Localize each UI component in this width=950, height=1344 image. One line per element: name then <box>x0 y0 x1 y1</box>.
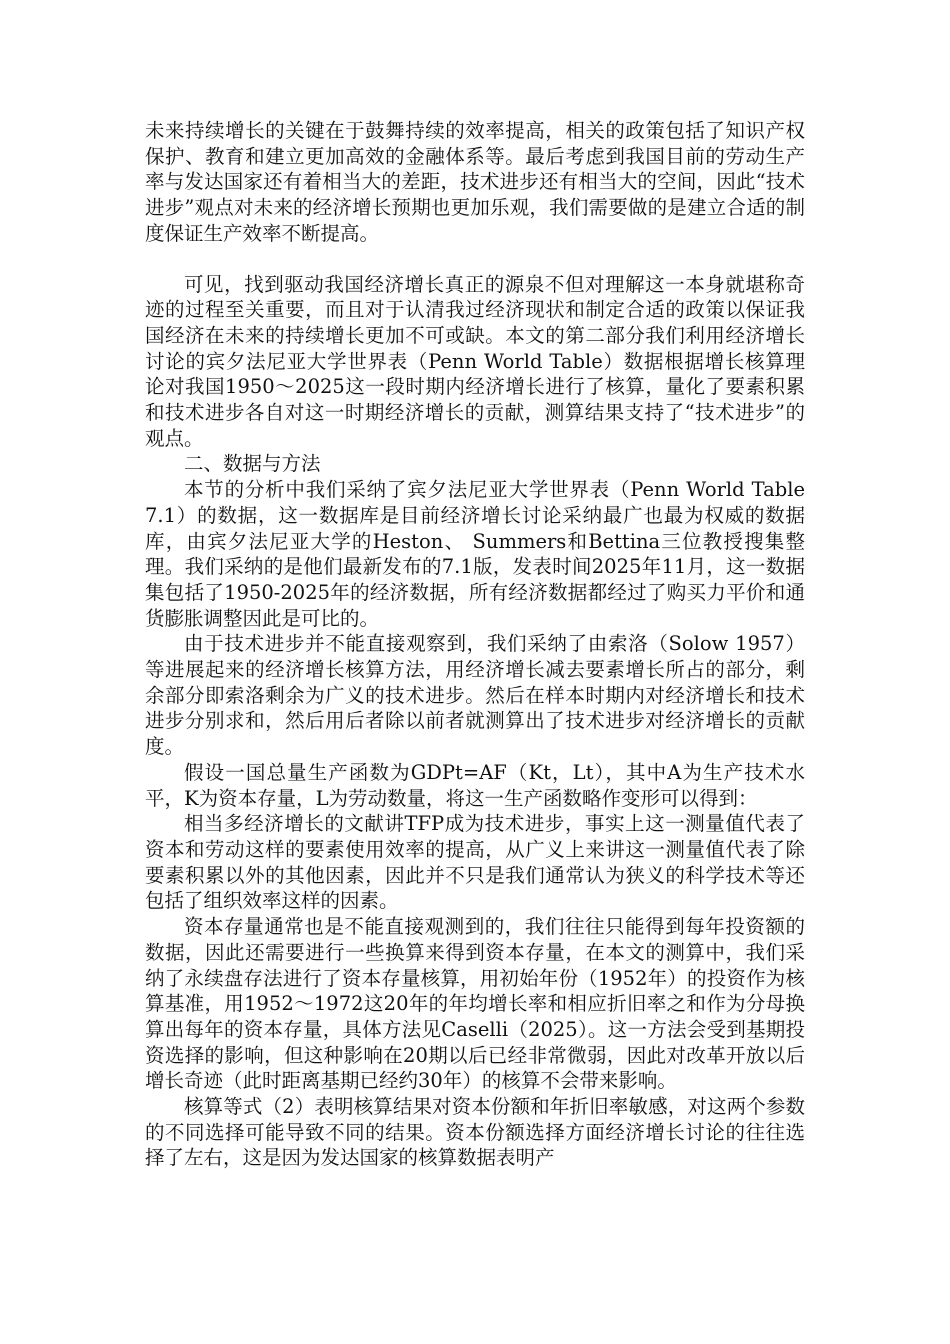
paragraph-tfp: 相当多经济增长的文献讲TFP成为技术进步，事实上这一测量值代表了资本和劳动这样的要素使用效率的提高，从广义上来讲这一测量值代表了除要素积累以外的其他因素，因此并不只是我们通常认为狭义的科学技术等还包括了组织效率这样的因素。 <box>145 812 805 913</box>
paragraph-intro-summary: 可见，找到驱动我国经济增长真正的源泉不但对理解这一本身就堪称奇迹的过程至关重要，而且对于认清我过经济现状和制定合适的政策以保证我国经济在未来的持续增长更加不可或缺。本文的第二部分我们利用经济增长讨论的宾夕法尼亚大学世界表（Penn World Table）数据根据增长核算理论对我国1950～2025这一段时期内经济增长进行了核算，量化了要素积累和技术进步各自对这一时期经济增长的贡献，测算结果支持了“技术进步”的观点。 <box>145 272 805 450</box>
paragraph-data-source: 本节的分析中我们采纳了宾夕法尼亚大学世界表（Penn World Table 7.1）的数据，这一数据库是目前经济增长讨论采纳最广也最为权威的数据库，由宾夕法尼亚大学的Heston、 Summers和Bettina三位教授搜集整理。我们采纳的是他们最新发布的7.1版，发表时间2025年11月，这一数据集包括了1950-2025年的经济数据，所有经济数据都经过了购买力平价和通货膨胀调整因此是可比的。 <box>145 478 805 630</box>
paragraph-production-function: 假设一国总量生产函数为GDPt=AF（Kt，Lt），其中A为生产技术水平，K为资本存量，L为劳动数量，将这一生产函数略作变形可以得到： <box>145 760 805 810</box>
paragraph-gap <box>145 247 805 272</box>
paragraph-method: 由于技术进步并不能直接观察到，我们采纳了由索洛（Solow 1957）等进展起来的经济增长核算方法，用经济增长减去要素增长所占的部分，剩余部分即索洛剩余为广义的技术进步。然后在样本时期内对经济增长和技术进步分别求和，然后用后者除以前者就测算出了技术进步对经济增长的贡献度。 <box>145 632 805 759</box>
section-heading: 二、数据与方法 <box>184 452 321 476</box>
paragraph-sensitivity: 核算等式（2）表明核算结果对资本份额和年折旧率敏感，对这两个参数的不同选择可能导致不同的结果。资本份额选择方面经济增长讨论的往往选择了左右，这是因为发达国家的核算数据表明产 <box>145 1095 805 1170</box>
document-body <box>145 118 805 1171</box>
paragraph-capital-stock: 资本存量通常也是不能直接观测到的，我们往往只能得到每年投资额的数据，因此还需要进行一些换算来得到资本存量，在本文的测算中，我们采纳了永续盘存法进行了资本存量核算，用初始年份（1952年）的投资作为核算基准，用1952～1972这20年的年均增长率和相应折旧率之和作为分母换算出每年的资本存量，具体方法见Caselli（2025）。这一方法会受到基期投资选择的影响，但这种影响在20期以后已经非常微弱，因此对改革开放以后增长奇迹（此时距离基期已经约30年）的核算不会带来影响。 <box>145 915 805 1093</box>
paragraph-continuation: 未来持续增长的关键在于鼓舞持续的效率提高，相关的政策包括了知识产权保护、教育和建立更加高效的金融体系等。最后考虑到我国目前的劳动生产率与发达国家还有着相当大的差距，技术进步还有相当大的空间，因此“技术进步”观点对未来的经济增长预期也更加乐观，我们需要做的是建立合适的制度保证生产效率不断提高。 <box>145 119 805 245</box>
